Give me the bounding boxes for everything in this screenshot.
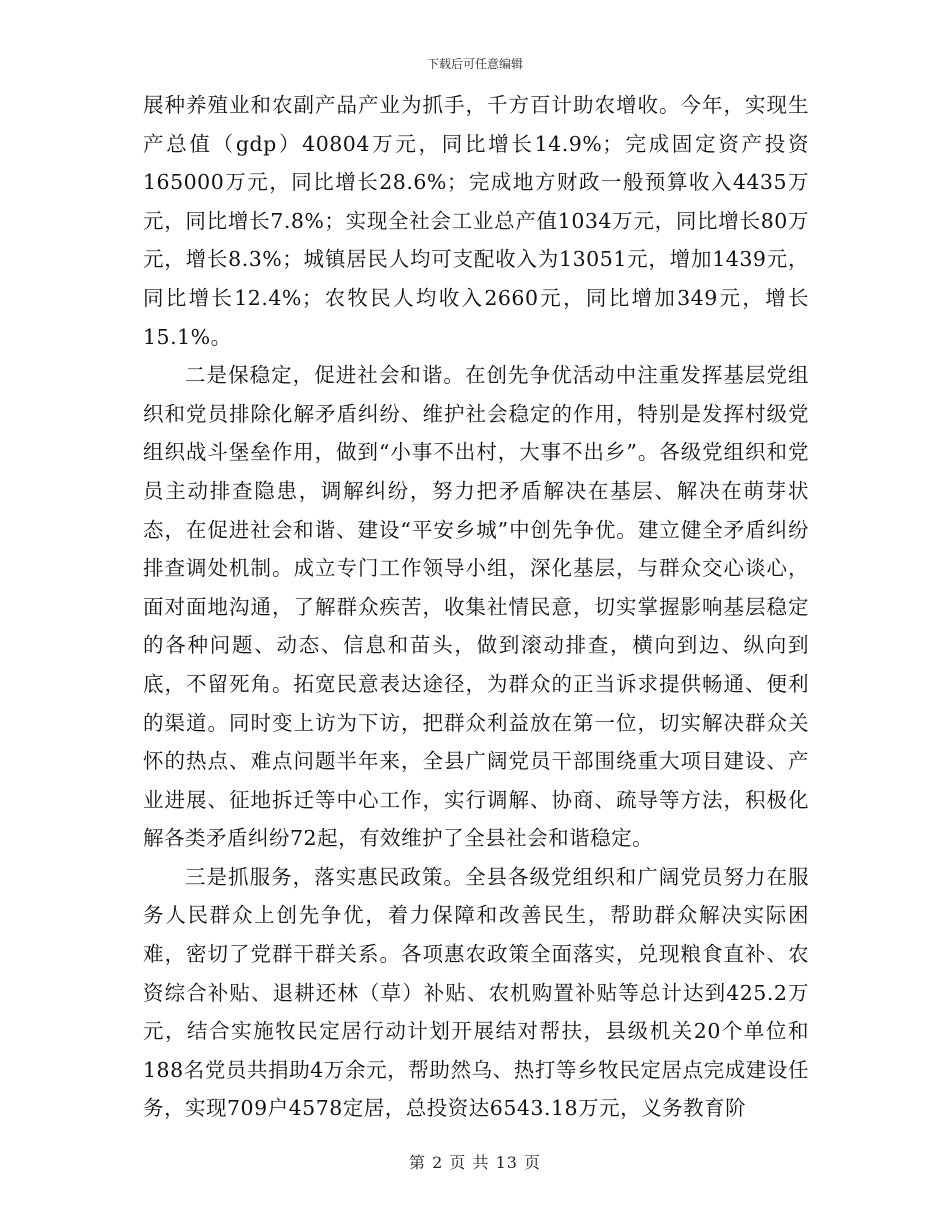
paragraph-service: 三是抓服务，落实惠民政策。全县各级党组织和广阔党员努力在服务人民群众上创先争优，着力保障和改善民生，帮助群众解决实际困难，密切了党群干群关系。各项惠农政策全面落实，兑现粮食直补、农资综合补贴、退耕还林（草）补贴、农机购置补贴等总计达到425.2万元，结合实施牧民定居行动计划开展结对帮扶，县级机关20个单位和188名党员共捐助4万余元，帮助然乌、热打等乡牧民定居点完成建设任务，实现709户4578定居，总投资达6543.18万元，义务教育阶	[143, 864, 809, 1121]
footer-current-page: 2	[432, 1153, 444, 1172]
page-header: 下载后可任意编辑	[426, 57, 523, 71]
footer-total-pages: 13	[495, 1153, 518, 1172]
paragraph-stability: 二是保稳定，促进社会和谐。在创先争优活动中注重发挥基层党组织和党员排除化解矛盾纠纷、维护社会稳定的作用，特别是发挥村级党组织战斗堡垒作用，做到“小事不出村，大事不出乡”。各级党组织和党员主动排查隐患，调解纠纷，努力把矛盾解决在基层、解决在萌芽状态，在促进社会和谐、建设“平安乡城”中创先争优。建立健全矛盾纠纷排查调处机制。成立专门工作领导小组，深化基层，与群众交心谈心，面对面地沟通，了解群众疾苦，收集社情民意，切实掌握影响基层稳定的各种问题、动态、信息和苗头，做到滚动排查，横向到边、纵向到底，不留死角。拓宽民意表达途径，为群众的正当诉求提供畅通、便利的渠道。同时变上访为下访，把群众利益放在第一位，切实解决群众关怀的热点、难点问题半年来，全县广阔党员干部围绕重大项目建设、产业进展、征地拆迁等中心工作，实行调解、协商、疏导等方法，积极化解各类矛盾纠纷72起，有效维护了全县社会和谐稳定。	[143, 363, 809, 851]
page-footer	[0, 1153, 950, 1173]
paragraph-economy: 展种养殖业和农副产品产业为抓手，千方百计助农增收。今年，实现生产总值（gdp）40804万元，同比增长14.9%；完成固定资产投资165000万元，同比增长28.6%；完成地方财政一般预算收入4435万元，同比增长7.8%；实现全社会工业总产值1034万元，同比增长80万元，增长8.3%；城镇居民人均可支配收入为13051元，增加1439元，同比增长12.4%；农牧民人均收入2660元，同比增加349元，增长15.1%。	[143, 93, 809, 349]
footer-total-word: 共	[472, 1153, 490, 1172]
footer-prefix: 第	[408, 1153, 426, 1172]
footer-suffix: 页	[524, 1153, 542, 1172]
document-body	[143, 86, 809, 1128]
footer-page-word: 页	[449, 1153, 467, 1172]
